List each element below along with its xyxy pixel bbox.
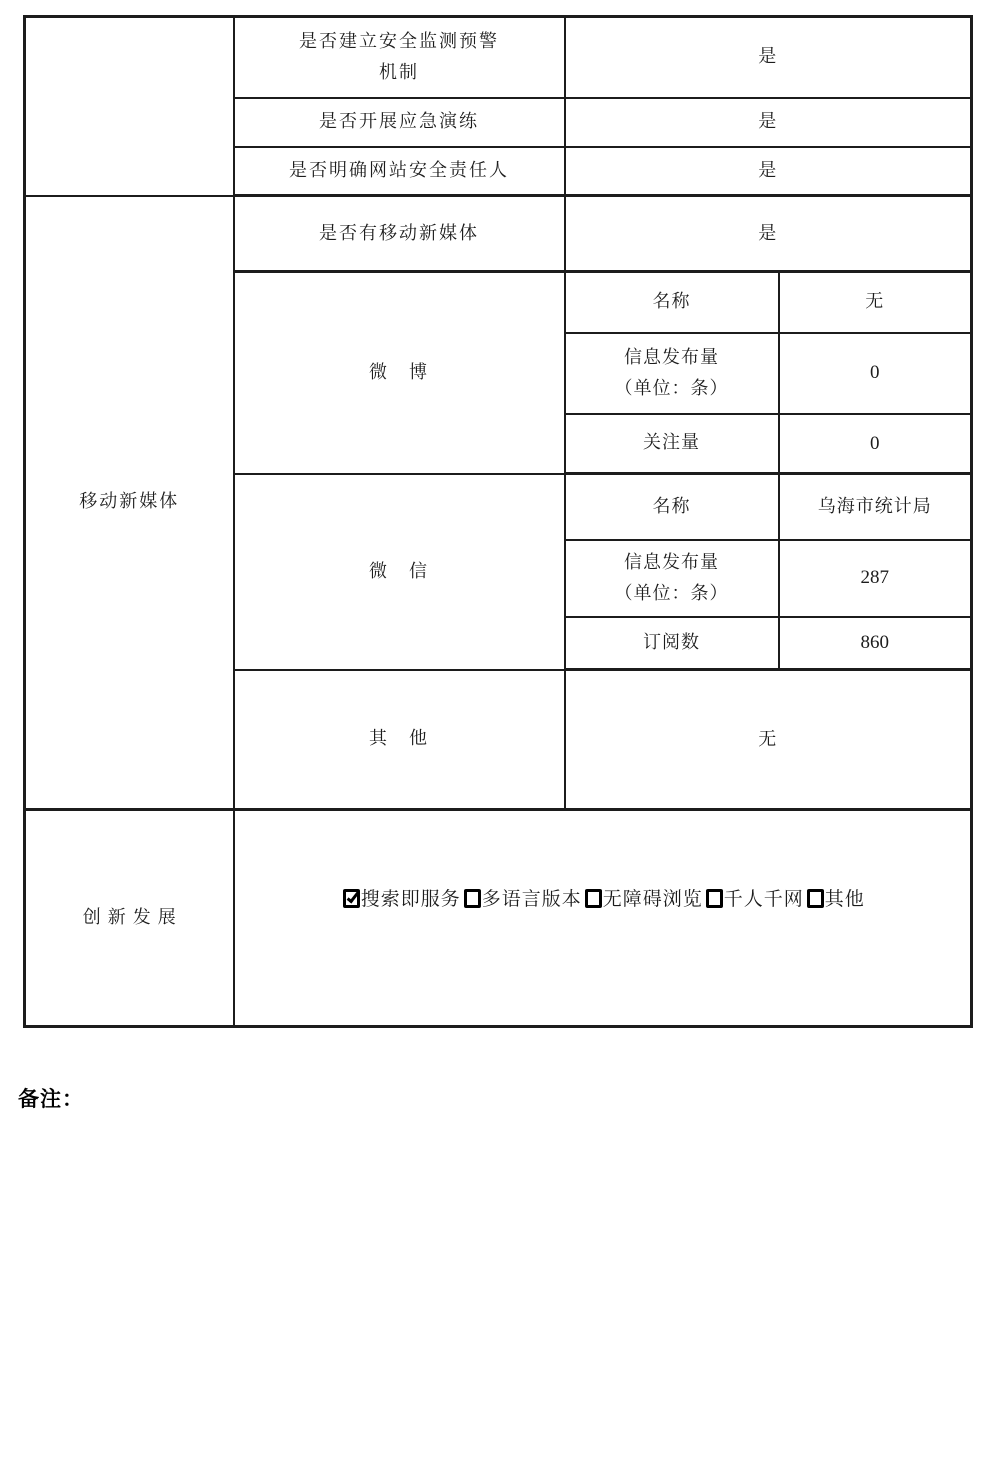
option-label-search-as-service: 搜索即服务	[360, 889, 461, 911]
innovation-group-label	[25, 810, 234, 1027]
wechat-label: 微 信	[234, 474, 565, 670]
security-person-label: 是否明确网站安全责任人	[234, 147, 565, 196]
checkbox-personalized-web[interactable]	[706, 889, 723, 908]
innovation-group-label-text: 创新发展	[82, 907, 183, 928]
option-label-personalized-web: 千人千网	[723, 889, 804, 911]
checkbox-search-as-service[interactable]	[343, 889, 360, 908]
option-label-accessibility: 无障碍浏览	[602, 889, 703, 911]
checkbox-multilingual[interactable]	[464, 889, 481, 908]
wechat-name-label: 名称	[565, 474, 779, 540]
wechat-posts-label-line2: （单位：条）	[614, 583, 729, 603]
checkbox-other[interactable]	[807, 889, 824, 908]
other-media-value: 无	[565, 670, 972, 810]
remark-label: 备注：	[18, 1087, 84, 1111]
table-row	[25, 17, 972, 98]
weibo-posts-label-line2: （单位：条）	[614, 378, 729, 398]
checkmark-icon	[346, 890, 359, 904]
wechat-posts-value: 287	[779, 540, 972, 617]
annual-report-table	[23, 15, 973, 1028]
wechat-posts-label	[565, 540, 779, 617]
weibo-posts-label	[565, 333, 779, 414]
wechat-subscribers-value: 860	[779, 617, 972, 670]
mobile-media-group-label: 移动新媒体	[25, 196, 234, 810]
option-label-multilingual: 多语言版本	[481, 889, 582, 911]
security-monitor-value: 是	[565, 17, 972, 98]
weibo-name-label: 名称	[565, 272, 779, 333]
wechat-name-value: 乌海市统计局	[779, 474, 972, 540]
security-monitor-label-line2: 机制	[379, 62, 419, 83]
weibo-followers-label: 关注量	[565, 414, 779, 474]
security-monitor-label-line1: 是否建立安全监测预警	[299, 30, 499, 51]
security-group-cell-empty	[25, 17, 234, 196]
wechat-posts-label-line1: 信息发布量	[624, 551, 719, 572]
table-row	[25, 196, 972, 272]
security-person-value: 是	[565, 147, 972, 196]
option-label-other: 其他	[824, 889, 865, 911]
weibo-followers-value: 0	[779, 414, 972, 474]
weibo-posts-label-line1: 信息发布量	[624, 346, 719, 367]
weibo-posts-value: 0	[779, 333, 972, 414]
emergency-drill-label: 是否开展应急演练	[234, 98, 565, 147]
wechat-subscribers-label: 订阅数	[565, 617, 779, 670]
table-row	[25, 810, 972, 1027]
innovation-options-cell	[234, 810, 972, 1027]
weibo-name-value: 无	[779, 272, 972, 333]
checkbox-accessibility[interactable]	[585, 889, 602, 908]
emergency-drill-value: 是	[565, 98, 972, 147]
has-mobile-media-label: 是否有移动新媒体	[234, 196, 565, 272]
innovation-options-line	[239, 885, 967, 914]
weibo-label: 微 博	[234, 272, 565, 474]
has-mobile-media-value: 是	[565, 196, 972, 272]
other-media-label: 其 他	[234, 670, 565, 810]
security-monitor-label	[234, 17, 565, 98]
